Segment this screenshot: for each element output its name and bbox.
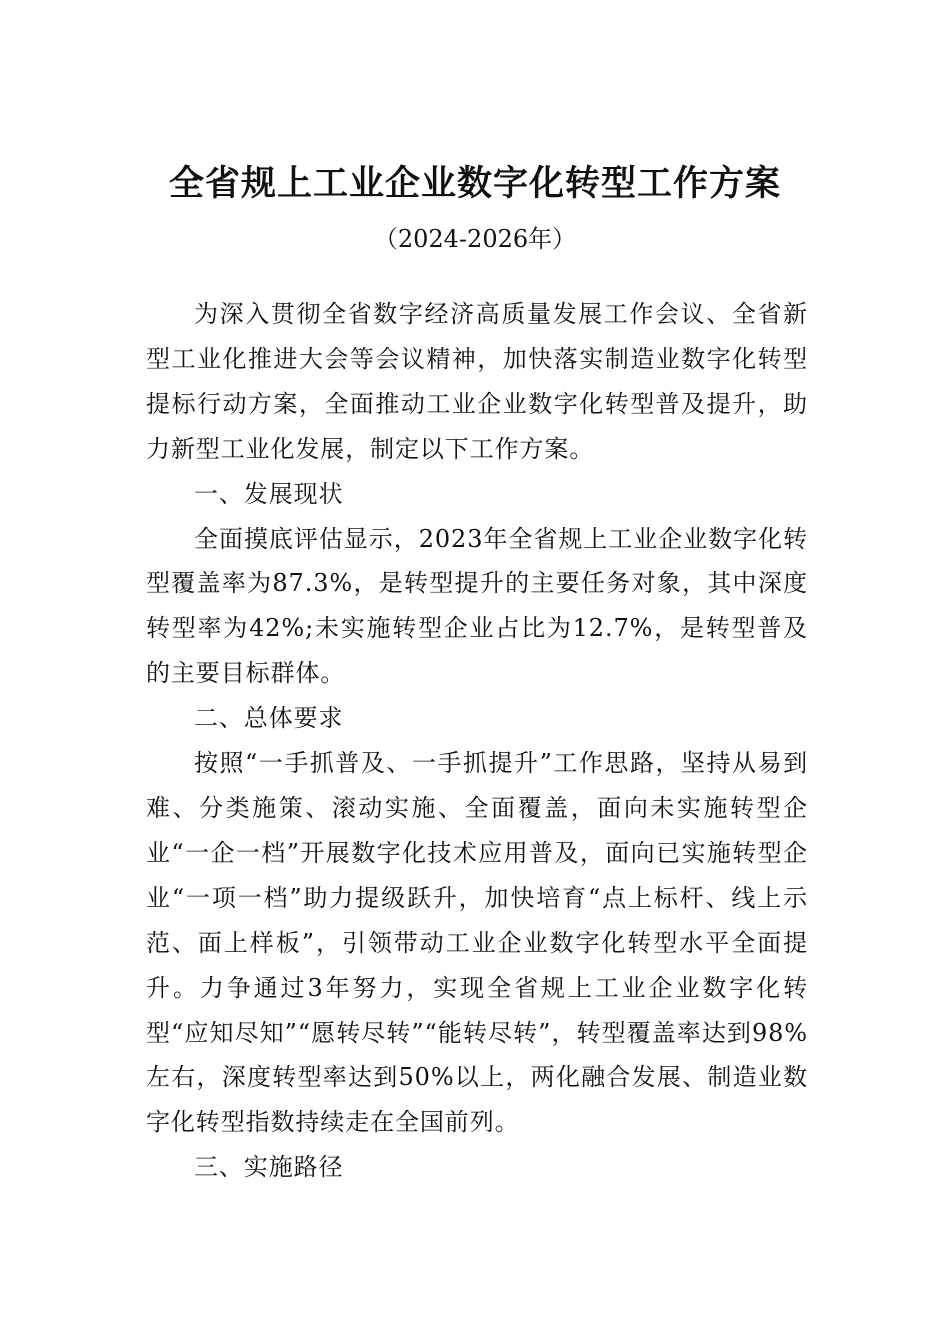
document-title: 全省规上工业企业数字化转型工作方案 xyxy=(168,163,781,204)
section-heading-status: 一、发展现状 xyxy=(194,479,344,508)
section-paragraph-status: 全面摸底评估显示，2023年全省规上工业企业数字化转型覆盖率为87.3%，是转型提升的主要任务对象，其中深度转型率为42%;未实施转型企业占比为12.7%，是转型普及的主要目标群体。 xyxy=(146,524,808,688)
section-heading-path: 三、实施路径 xyxy=(194,1153,344,1182)
intro-paragraph: 为深入贯彻全省数字经济高质量发展工作会议、全省新型工业化推进大会等会议精神，加快落实制造业数字化转型提标行动方案，全面推动工业企业数字化转型普及提升，助力新型工业化发展，制定以下工作方案。 xyxy=(146,300,808,463)
section-paragraph-requirements: 按照“一手抓普及、一手抓提升”工作思路，坚持从易到难、分类施策、滚动实施、全面覆盖，面向未实施转型企业“一企一档”开展数字化技术应用普及，面向已实施转型企业“一项一档”助力提级跃升，加快培育“点上标杆、线上示范、面上样板”，引领带动工业企业数字化转型水平全面提升。力争通过3年努力，实现全省规上工业企业数字化转型“应知尽知”“愿转尽转”“能转尽转”，转型覆盖率达到98%左右，深度转型率达到50%以上，两化融合发展、制造业数字化转型指数持续走在全国前列。 xyxy=(146,749,808,1137)
document-subtitle: （2024-2026年） xyxy=(373,225,577,253)
document-body xyxy=(146,292,808,1190)
section-heading-requirements: 二、总体要求 xyxy=(194,704,344,733)
